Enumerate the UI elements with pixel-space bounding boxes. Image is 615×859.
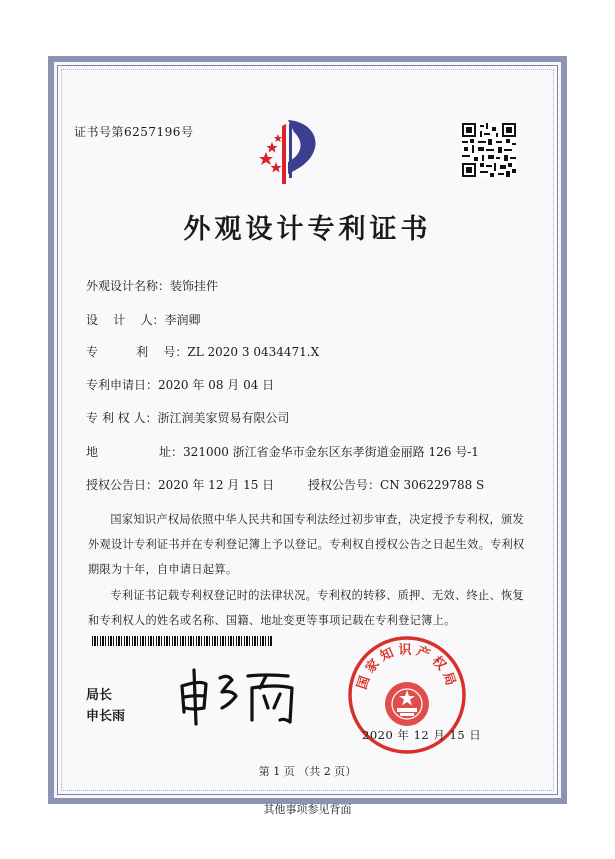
- designer-value: 李润卿: [164, 313, 201, 327]
- grant-statement-paragraph: 国家知识产权局依照中华人民共和国专利法经过初步审查，决定授予专利权，颁发外观设计专利证书并在专利登记簿上予以登记。专利权自授权公告之日起生效。专利权期限为十年，自申请日起算。: [88, 513, 525, 576]
- certificate-number: 证书号第6257196号: [74, 125, 194, 139]
- seal-text: 国家知识产权局: [354, 643, 460, 692]
- address-label: 地 址：: [86, 445, 184, 459]
- design-name-label: 外观设计名称：: [86, 279, 171, 293]
- grant-date-label: 授权公告日：: [86, 478, 159, 492]
- filing-date-row: [86, 376, 274, 393]
- grant-number-row: [308, 476, 484, 493]
- grant-number-label: 授权公告号：: [308, 478, 381, 492]
- address-value: 321000 浙江省金华市金东区东孝街道金丽路 126 号-1: [183, 445, 479, 459]
- patent-number-row: [86, 343, 319, 360]
- cnipa-logo-icon: [258, 118, 328, 186]
- director-signature: [176, 668, 306, 728]
- grant-number-value: CN 306229788 S: [380, 478, 485, 492]
- page-indicator: 第 1 页 （共 2 页）: [258, 765, 357, 778]
- patent-number-label: 专 利 号：: [86, 345, 188, 359]
- certificate-title: 外观设计专利证书: [183, 214, 432, 245]
- grant-date-row: [86, 476, 274, 493]
- director-title: 局长: [86, 688, 113, 703]
- filing-date-value: 2020 年 08 月 04 日: [158, 378, 275, 392]
- director-name: 申长雨: [86, 709, 126, 724]
- design-name-value: 装饰挂件: [170, 279, 219, 293]
- design-name-row: [86, 277, 218, 294]
- seal-date: 2020 年 12 月 15 日: [362, 728, 482, 742]
- filing-date-label: 专利申请日：: [86, 378, 159, 392]
- patentee-value: 浙江润美家贸易有限公司: [157, 411, 290, 425]
- patentee-row: [86, 409, 289, 426]
- address-row: [86, 443, 479, 460]
- patent-number-value: ZL 2020 3 0434471.X: [187, 345, 320, 359]
- grant-date-value: 2020 年 12 月 15 日: [158, 478, 275, 492]
- barcode: [92, 636, 272, 646]
- qr-code-icon: [462, 123, 516, 177]
- national-emblem-icon: [385, 682, 429, 726]
- footer-note: 其他事项参见背面: [263, 803, 352, 816]
- designer-label: 设 计 人：: [86, 313, 165, 327]
- designer-row: [86, 311, 201, 328]
- legal-status-paragraph: 专利证书记载专利权登记时的法律状况。专利权的转移、质押、无效、终止、恢复和专利权人的姓名或名称、国籍、地址变更等事项记载在专利登记簿上。: [88, 589, 524, 627]
- patentee-label: 专 利 权 人：: [86, 411, 158, 425]
